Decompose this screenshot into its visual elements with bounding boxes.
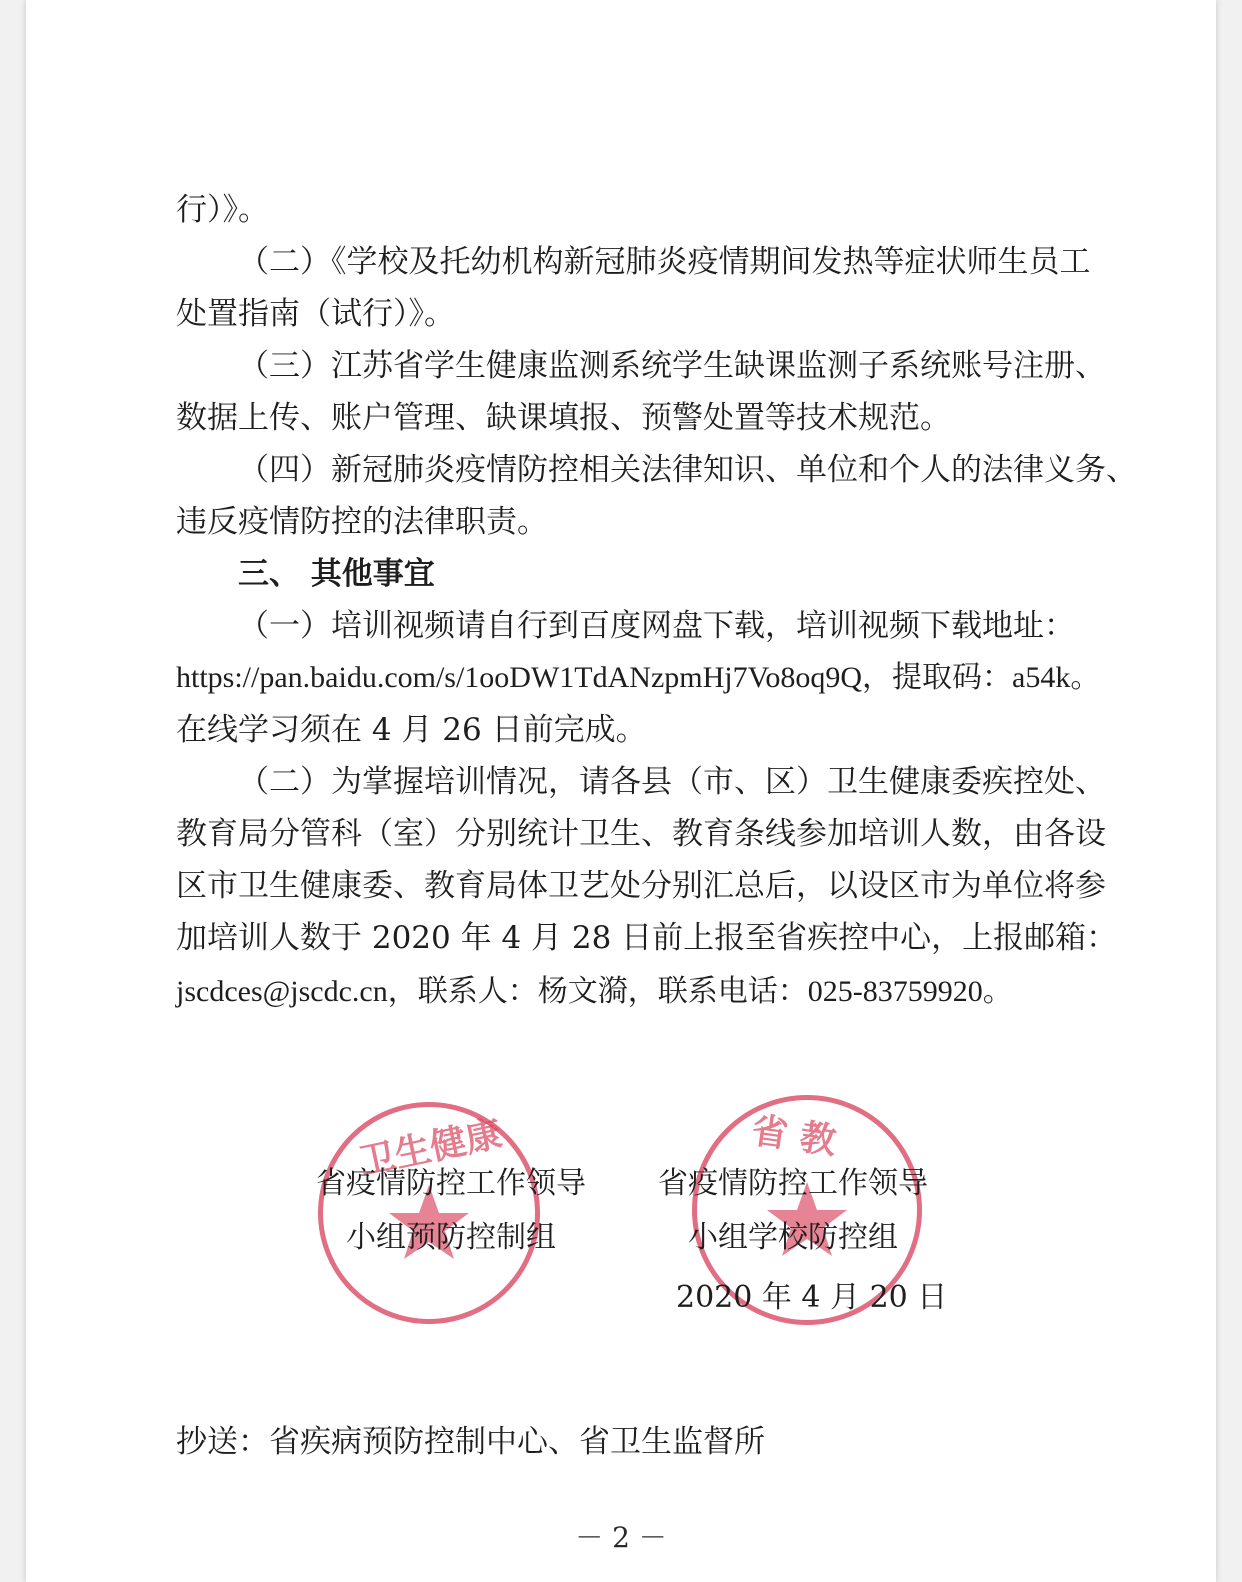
left-signature-line2: 小组预防控制组 bbox=[346, 1220, 556, 1255]
right-signature-line1: 省疫情防控工作领导 bbox=[658, 1166, 928, 1201]
line-2: （二）《学校及托幼机构新冠肺炎疫情期间发热等症状师生员工 bbox=[238, 244, 1091, 280]
issue-date: 2020 年 4 月 20 日 bbox=[676, 1280, 948, 1315]
left-signature-line1: 省疫情防控工作领导 bbox=[316, 1166, 586, 1201]
line-6: （四）新冠肺炎疫情防控相关法律知识、单位和个人的法律义务、 bbox=[238, 452, 1137, 488]
line-1: 行）》。 bbox=[176, 192, 269, 228]
right-seal-lettering: 省 教 bbox=[749, 1109, 839, 1163]
line-9: （一）培训视频请自行到百度网盘下载，培训视频下载地址： bbox=[238, 608, 1075, 644]
line-3: 处置指南（试行）》。 bbox=[176, 296, 455, 332]
page-number: － 2 － bbox=[575, 1521, 667, 1554]
line-4: （三）江苏省学生健康监测系统学生缺课监测子系统账号注册、 bbox=[238, 348, 1106, 384]
line-15: 加培训人数于 2020 年 4 月 28 日前上报至省疾控中心，上报邮箱： bbox=[176, 920, 1118, 956]
line-7: 违反疫情防控的法律职责。 bbox=[176, 504, 548, 540]
right-signature-line2: 小组学校防控组 bbox=[688, 1220, 898, 1255]
line-14: 区市卫生健康委、教育局体卫艺处分别汇总后，以设区市为单位将参 bbox=[176, 868, 1106, 904]
cc-line: 抄送：省疾病预防控制中心、省卫生监督所 bbox=[176, 1424, 765, 1460]
left-seal-lettering: 卫生健康 bbox=[355, 1112, 506, 1184]
section-heading: 三、 其他事宜 bbox=[238, 556, 435, 592]
line-5: 数据上传、账户管理、缺课填报、预警处置等技术规范。 bbox=[176, 400, 951, 436]
contact-line: jscdces@jscdc.cn，联系人：杨文漪，联系电话：025-83759920。 bbox=[176, 975, 1013, 1008]
line-12: （二）为掌握培训情况，请各县（市、区）卫生健康委疾控处、 bbox=[238, 764, 1106, 800]
line-11: 在线学习须在 4 月 26 日前完成。 bbox=[176, 712, 647, 748]
download-url-line: https://pan.baidu.com/s/1ooDW1TdANzpmHj7Vo8oq9Q，提取码：a54k。 bbox=[176, 661, 1101, 694]
line-13: 教育局分管科（室）分别统计卫生、教育条线参加培训人数，由各设 bbox=[176, 816, 1106, 852]
